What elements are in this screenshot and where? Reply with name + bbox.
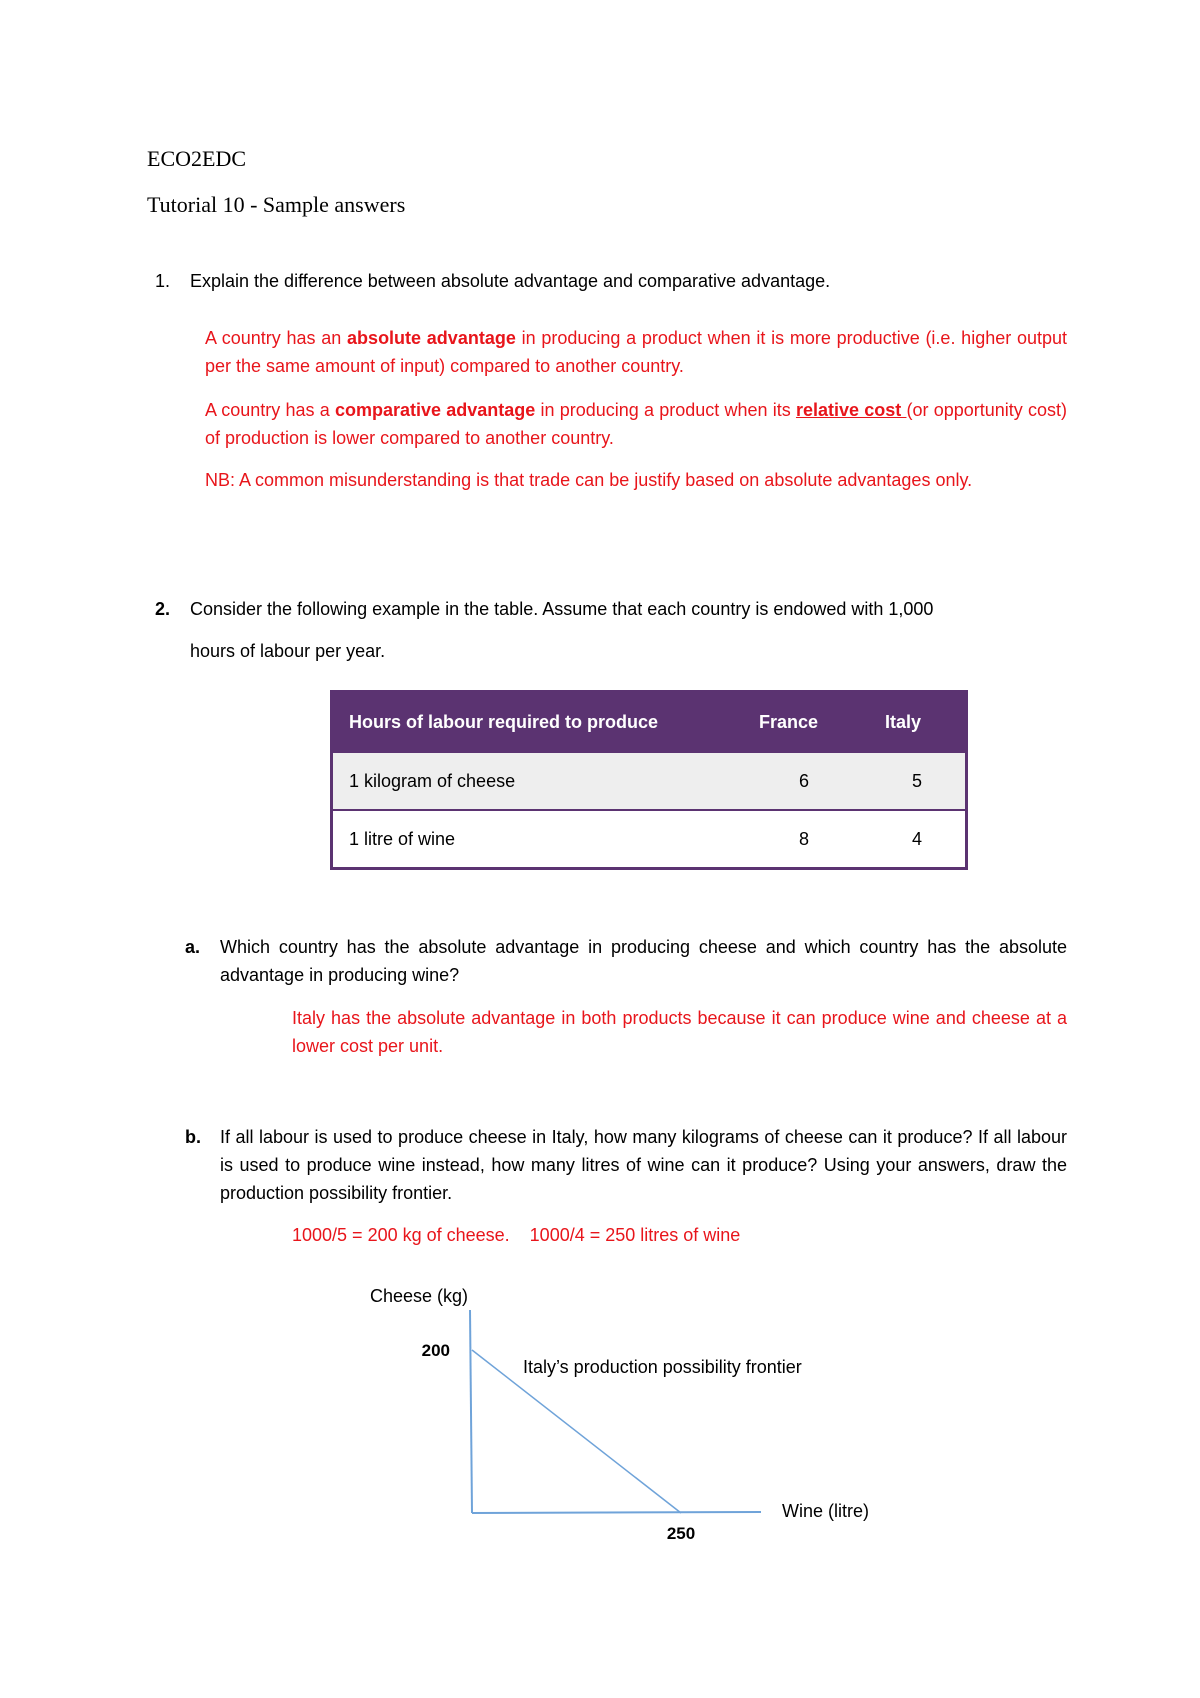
table-cell-italy: 5 — [869, 752, 967, 810]
course-code: ECO2EDC — [147, 146, 246, 171]
q1-absolute-answer — [205, 324, 1067, 380]
q1-number: 1. — [155, 271, 171, 291]
table-row — [332, 752, 967, 810]
q2b-question: If all labour is used to produce cheese in Italy, how many kilograms of cheese can it produce? If all labour is used to produce wine instead, how many litres of wine can it produce? Using your answers, draw the production possibility frontier. — [220, 1127, 1067, 1203]
table-header-item: Hours of labour required to produce — [332, 692, 740, 753]
q2a-question: Which country has the absolute advantage in producing cheese and which country has the absolute advantage in producing wine? — [220, 937, 1067, 985]
ppf-chart — [340, 1270, 900, 1570]
table-header-italy: Italy — [869, 692, 967, 753]
table-cell-italy: 4 — [869, 810, 967, 869]
q2a-label: a. — [185, 937, 201, 957]
q1-comparative-answer — [205, 396, 1067, 452]
q1-abs-pre: A country has an — [205, 328, 348, 348]
q1-comp-post: (or opportunity cost) of production is lower compared to another country. — [205, 400, 1067, 448]
q2b-answer: 1000/5 = 200 kg of cheese. 1000/4 = 250 litres of wine — [292, 1225, 741, 1245]
q2-number: 2. — [155, 599, 171, 619]
x-tick-label: 250 — [666, 1524, 696, 1543]
table-cell-item: 1 litre of wine — [332, 810, 740, 869]
q1-comp-term: comparative advantage — [334, 400, 536, 420]
y-tick-label: 200 — [421, 1341, 450, 1360]
table-header-row — [332, 692, 967, 753]
q2b-label: b. — [185, 1127, 201, 1147]
table-row — [332, 810, 967, 869]
q2a-answer: Italy has the absolute advantage in both products because it can produce wine and cheese at a lower cost per unit. — [292, 1008, 1067, 1056]
labour-hours-table — [330, 690, 968, 870]
document-subtitle: Tutorial 10 - Sample answers — [147, 192, 406, 217]
q1-comp-pre: A country has a — [205, 400, 335, 420]
q2-question-line1: Consider the following example in the table. Assume that each country is endowed with 1,000 — [190, 599, 934, 619]
q1-nb-note: NB: A common misunderstanding is that trade can be justify based on absolute advantages only. — [205, 470, 973, 490]
table-cell-france: 8 — [739, 810, 869, 869]
x-axis-label: Wine (litre) — [782, 1501, 870, 1521]
ppf-annotation: Italy’s production possibility frontier — [523, 1357, 802, 1377]
q1-question: Explain the difference between absolute advantage and comparative advantage. — [190, 271, 831, 291]
x-axis-line — [472, 1512, 761, 1513]
table-header-france: France — [739, 692, 869, 753]
y-axis-label: Cheese (kg) — [370, 1286, 469, 1306]
table-cell-item: 1 kilogram of cheese — [332, 752, 740, 810]
y-axis-line — [470, 1310, 472, 1513]
q1-comp-mid: in producing a product when its — [535, 400, 796, 420]
q1-relative-cost: relative cost — [795, 400, 907, 420]
q1-abs-post: in producing a product when it is more productive (i.e. higher output per the same amount of input) compared to another country. — [205, 328, 1068, 376]
q2-question-line2: hours of labour per year. — [190, 641, 386, 661]
table-cell-france: 6 — [739, 752, 869, 810]
q1-abs-term: absolute advantage — [347, 328, 516, 348]
